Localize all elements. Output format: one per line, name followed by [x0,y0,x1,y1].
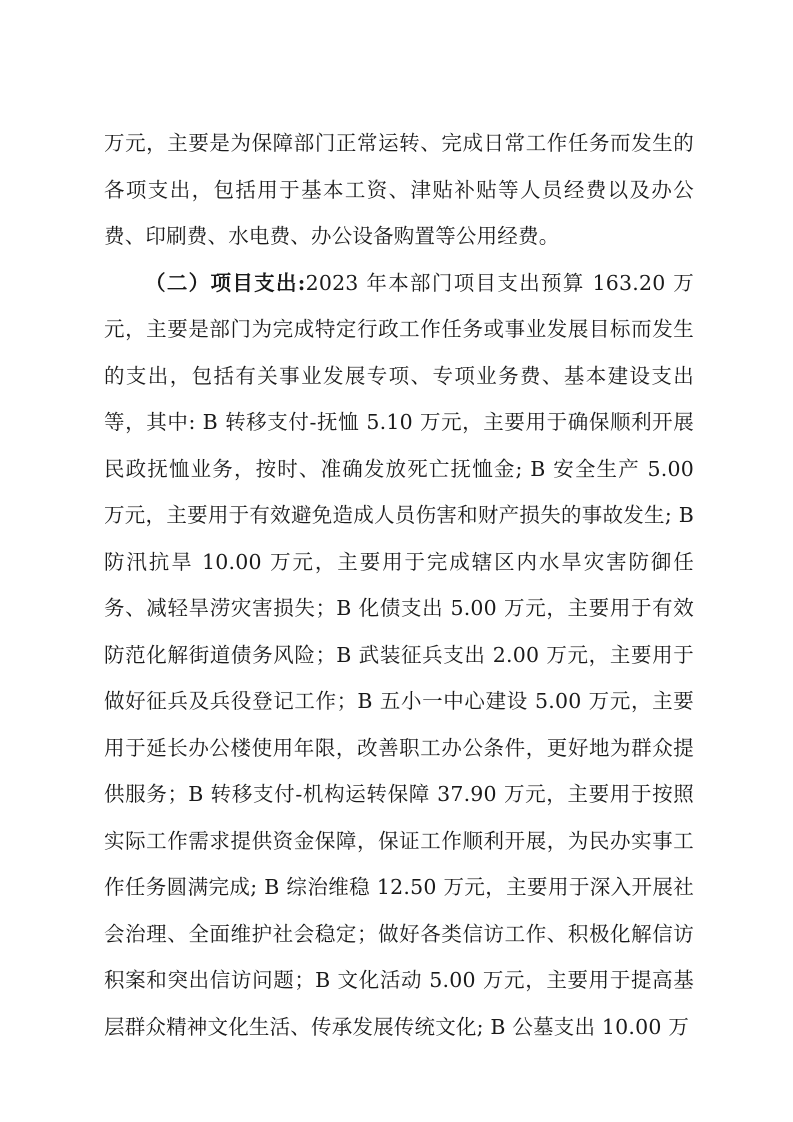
paragraph-project-expenditure [104,260,694,1051]
paragraph-text: 万元，主要是为保障部门正常运转、完成日常工作任务而发生的各项支出，包括用于基本工资、津贴补贴等人员经费以及办公费、印刷费、水电费、办公设备购置等公用经费。 [104,131,694,248]
project-expenditure-text: 2023 年本部门项目支出预算 163.20 万元，主要是部门为完成特定行政工作任务或事业发展目标而发生的支出，包括有关事业发展专项、专项业务费、基本建设支出等，其中: B 转移支付-抚恤 5.10 万元，主要用于确保顺利开展民政抚恤业务，按时、准确发放死亡抚恤金; B 安全生产 5.00 万元，主要用于有效避免造成人员伤害和财产损失的事故发生; B 防汛抗旱 10.00 万元，主要用于完成辖区内水旱灾害防御任务、减轻旱涝灾害损失；B 化债支出 5.00 万元，主要用于有效防范化解街道债务风险；B 武装征兵支出 2.00 万元，主要用于做好征兵及兵役登记工作；B 五小一中心建设 5.00 万元，主要用于延长办公楼使用年限，改善职工办公条件，更好地为群众提供服务；B 转移支付-机构运转保障 37.90 万元，主要用于按照实际工作需求提供资金保障，保证工作顺利开展，为民办实事工作任务圆满完成; B 综治维稳 12.50 万元，主要用于深入开展社会治理、全面维护社会稳定；做好各类信访工作、积极化解信访积案和突出信访问题；B 文化活动 5.00 万元，主要用于提高基层群众精神文化生活、传承发展传统文化; B 公墓支出 10.00 万 [104,270,695,1039]
document-text-body [104,120,694,1050]
project-expenditure-heading-label: （二）项目支出: [145,270,306,295]
paragraph-basic-expenditure-continued [104,120,694,260]
